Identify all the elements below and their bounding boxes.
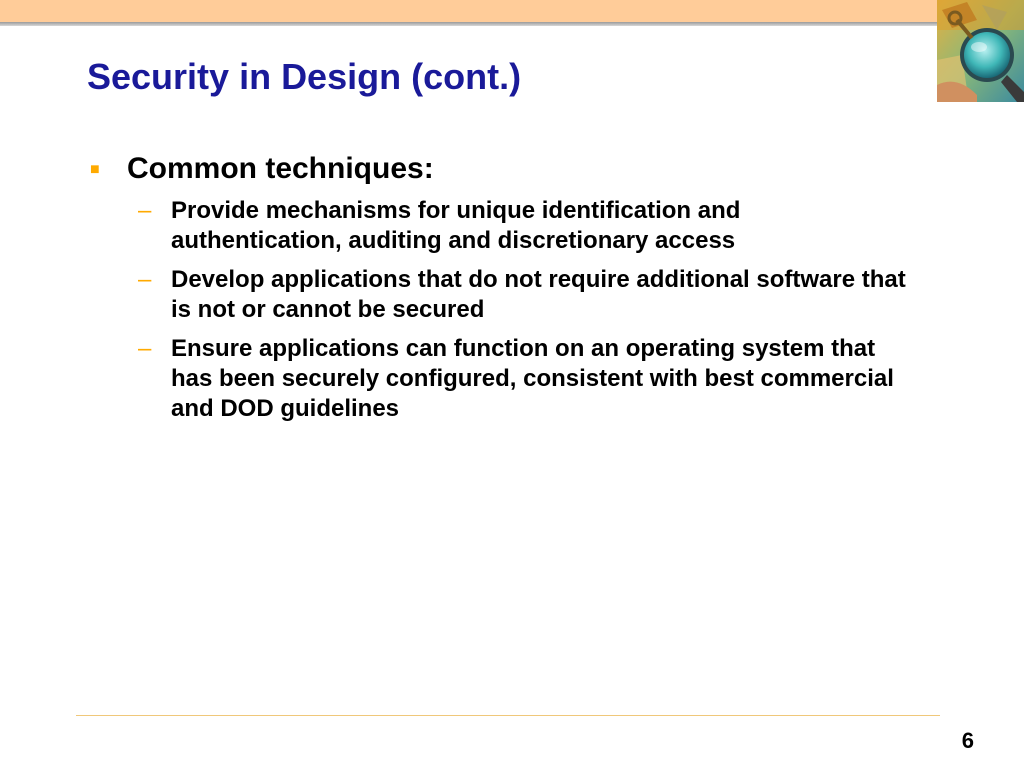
bullet-text: Common techniques: [127, 152, 434, 185]
top-divider [0, 22, 938, 26]
dash-bullet-icon: – [138, 266, 152, 293]
footer-divider [76, 715, 940, 716]
sub-bullet-text: Provide mechanisms for unique identification and authentication, auditing and discretionary access [171, 197, 741, 254]
dash-bullet-icon: – [138, 197, 152, 224]
sub-bullet-text: Ensure applications can function on an operating system that has been securely configured, consistent with best commercial and DOD guidelines [171, 335, 894, 422]
sub-bullet-text: Develop applications that do not require additional software that is not or cannot be secured [171, 266, 906, 323]
square-bullet-icon: ■ [90, 161, 100, 178]
sub-bullet-item [138, 196, 918, 256]
slide-body [88, 150, 918, 433]
page-number: 6 [961, 728, 974, 753]
sub-bullet-list [88, 196, 918, 424]
slide-title: Security in Design (cont.) [87, 56, 522, 97]
dash-bullet-icon: – [138, 335, 152, 362]
sub-bullet-item [138, 334, 918, 424]
bullet-item [88, 150, 918, 190]
top-band [0, 0, 1024, 22]
sub-bullet-item [138, 265, 918, 325]
magnifying-glass-key-icon [937, 0, 1024, 102]
